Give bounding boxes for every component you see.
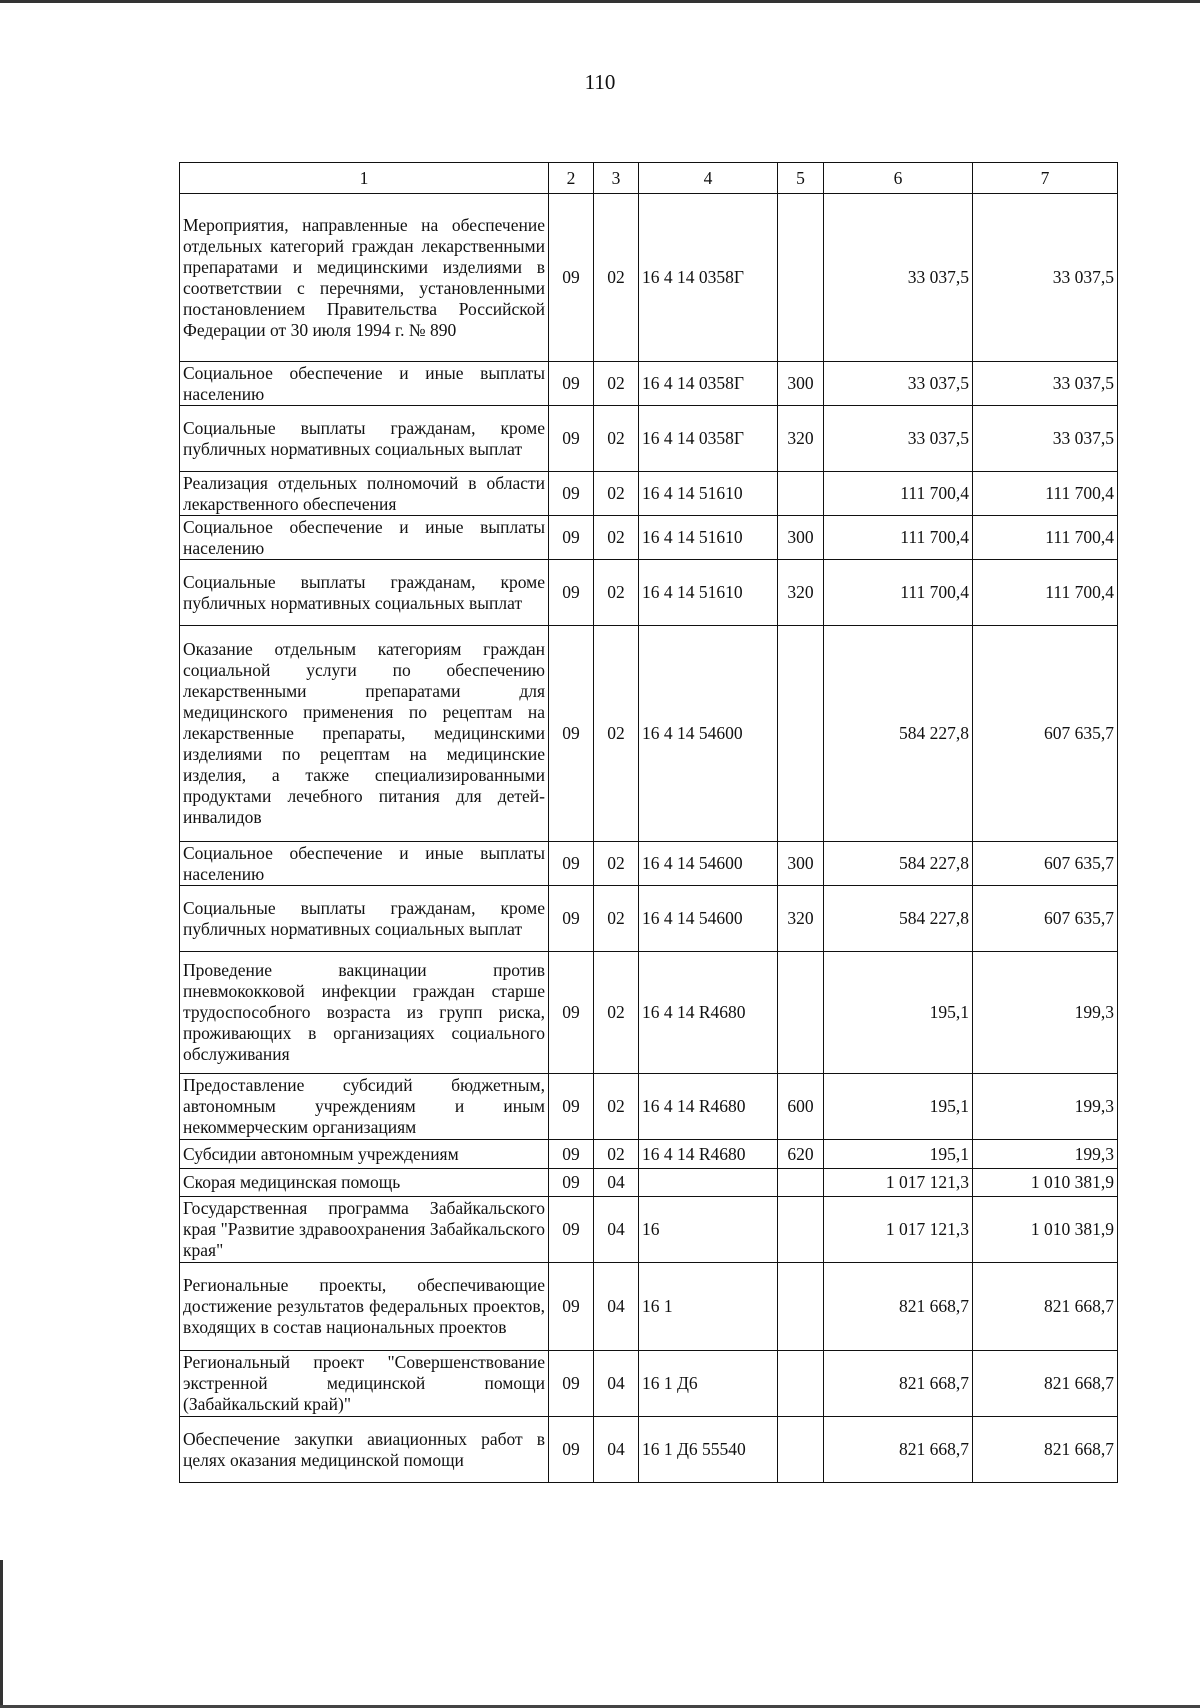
row-target-article: 16 4 14 54600 — [639, 626, 778, 842]
row-target-article: 16 4 14 54600 — [639, 886, 778, 952]
row-expense-type: 320 — [778, 560, 824, 626]
row-amount-year-2: 607 635,7 — [973, 626, 1118, 842]
row-subsection-code: 04 — [594, 1417, 639, 1483]
header-cell: 6 — [824, 163, 973, 194]
table-row — [180, 1074, 1118, 1140]
row-amount-year-2: 111 700,4 — [973, 472, 1118, 516]
row-expense-type: 320 — [778, 406, 824, 472]
table-row — [180, 886, 1118, 952]
row-amount-year-2: 821 668,7 — [973, 1263, 1118, 1351]
row-expense-type: 300 — [778, 842, 824, 886]
row-section-code: 09 — [549, 1263, 594, 1351]
row-name: Предоставление субсидий бюджетным, автономным учреждениям и иным некоммерческим организациям — [180, 1074, 549, 1140]
row-target-article: 16 4 14 0358Г — [639, 406, 778, 472]
row-subsection-code: 02 — [594, 362, 639, 406]
row-amount-year-2: 199,3 — [973, 952, 1118, 1074]
row-section-code: 09 — [549, 362, 594, 406]
row-amount-year-2: 199,3 — [973, 1140, 1118, 1169]
row-subsection-code: 04 — [594, 1197, 639, 1263]
row-subsection-code: 02 — [594, 952, 639, 1074]
table-row — [180, 1417, 1118, 1483]
row-expense-type — [778, 626, 824, 842]
row-expense-type — [778, 1197, 824, 1263]
table-row — [180, 1351, 1118, 1417]
row-amount-year-2: 33 037,5 — [973, 194, 1118, 362]
row-target-article: 16 4 14 51610 — [639, 472, 778, 516]
row-expense-type — [778, 1263, 824, 1351]
page-number: 110 — [584, 70, 616, 94]
row-amount-year-1: 584 227,8 — [824, 842, 973, 886]
row-name: Мероприятия, направленные на обеспечение отдельных категорий граждан лекарственными препаратами и медицинскими изделиями в соответствии с перечнями, установленными постановлением Правительства Российской Федерации от 30 июля 1994 г. № 890 — [180, 194, 549, 362]
row-expense-type: 320 — [778, 886, 824, 952]
header-cell: 2 — [549, 163, 594, 194]
table-row — [180, 560, 1118, 626]
row-subsection-code: 02 — [594, 194, 639, 362]
row-amount-year-2: 607 635,7 — [973, 842, 1118, 886]
row-target-article: 16 4 14 0358Г — [639, 362, 778, 406]
row-name: Государственная программа Забайкальского края "Развитие здравоохранения Забайкальского края" — [180, 1197, 549, 1263]
table-row — [180, 952, 1118, 1074]
row-subsection-code: 04 — [594, 1351, 639, 1417]
row-amount-year-1: 821 668,7 — [824, 1351, 973, 1417]
table-row — [180, 1169, 1118, 1197]
row-amount-year-2: 1 010 381,9 — [973, 1169, 1118, 1197]
row-amount-year-2: 199,3 — [973, 1074, 1118, 1140]
row-amount-year-1: 821 668,7 — [824, 1417, 973, 1483]
row-subsection-code: 02 — [594, 626, 639, 842]
table-row — [180, 516, 1118, 560]
row-name: Региональный проект "Совершенствование экстренной медицинской помощи (Забайкальский край)" — [180, 1351, 549, 1417]
row-section-code: 09 — [549, 472, 594, 516]
row-section-code: 09 — [549, 1140, 594, 1169]
header-cell: 1 — [180, 163, 549, 194]
header-cell: 4 — [639, 163, 778, 194]
row-expense-type — [778, 1169, 824, 1197]
header-cell: 7 — [973, 163, 1118, 194]
header-row — [180, 163, 1118, 194]
row-amount-year-1: 195,1 — [824, 1074, 973, 1140]
row-amount-year-1: 584 227,8 — [824, 886, 973, 952]
scan-edge-left — [0, 1560, 3, 1708]
row-name: Оказание отдельным категориям граждан социальной услуги по обеспечению лекарственными препаратами для медицинского применения по рецептам на лекарственные препараты, медицинскими изделиями по рецептам на медицинские изделия, а также специализированными продуктами лечебного питания для детей-инвалидов — [180, 626, 549, 842]
row-amount-year-2: 821 668,7 — [973, 1351, 1118, 1417]
row-amount-year-1: 821 668,7 — [824, 1263, 973, 1351]
row-expense-type — [778, 952, 824, 1074]
row-amount-year-1: 111 700,4 — [824, 516, 973, 560]
table-row — [180, 406, 1118, 472]
row-amount-year-2: 33 037,5 — [973, 406, 1118, 472]
table-row — [180, 1140, 1118, 1169]
row-subsection-code: 02 — [594, 886, 639, 952]
row-target-article: 16 4 14 0358Г — [639, 194, 778, 362]
row-expense-type: 600 — [778, 1074, 824, 1140]
budget-table — [179, 162, 1118, 1483]
row-target-article: 16 1 — [639, 1263, 778, 1351]
row-name: Региональные проекты, обеспечивающие достижение результатов федеральных проектов, входящих в состав национальных проектов — [180, 1263, 549, 1351]
row-section-code: 09 — [549, 194, 594, 362]
row-amount-year-1: 33 037,5 — [824, 362, 973, 406]
row-subsection-code: 02 — [594, 842, 639, 886]
row-amount-year-2: 111 700,4 — [973, 516, 1118, 560]
row-amount-year-2: 111 700,4 — [973, 560, 1118, 626]
scan-edge-top — [0, 0, 1200, 3]
row-section-code: 09 — [549, 406, 594, 472]
row-section-code: 09 — [549, 886, 594, 952]
row-section-code: 09 — [549, 1197, 594, 1263]
table-body — [180, 194, 1118, 1483]
row-section-code: 09 — [549, 1169, 594, 1197]
row-subsection-code: 02 — [594, 516, 639, 560]
row-amount-year-1: 584 227,8 — [824, 626, 973, 842]
row-expense-type: 620 — [778, 1140, 824, 1169]
row-subsection-code: 04 — [594, 1169, 639, 1197]
table-row — [180, 626, 1118, 842]
row-target-article: 16 1 Д6 55540 — [639, 1417, 778, 1483]
row-name: Социальные выплаты гражданам, кроме публичных нормативных социальных выплат — [180, 886, 549, 952]
row-amount-year-1: 33 037,5 — [824, 406, 973, 472]
row-name: Социальные выплаты гражданам, кроме публичных нормативных социальных выплат — [180, 560, 549, 626]
row-subsection-code: 02 — [594, 1140, 639, 1169]
table-row — [180, 362, 1118, 406]
row-name: Субсидии автономным учреждениям — [180, 1140, 549, 1169]
table-row — [180, 1263, 1118, 1351]
row-name: Проведение вакцинации против пневмококковой инфекции граждан старше трудоспособного возраста из групп риска, проживающих в организациях социального обслуживания — [180, 952, 549, 1074]
row-name: Социальное обеспечение и иные выплаты населению — [180, 362, 549, 406]
row-expense-type — [778, 194, 824, 362]
row-expense-type: 300 — [778, 516, 824, 560]
row-name: Обеспечение закупки авиационных работ в целях оказания медицинской помощи — [180, 1417, 549, 1483]
table-row — [180, 472, 1118, 516]
row-name: Скорая медицинская помощь — [180, 1169, 549, 1197]
row-amount-year-1: 1 017 121,3 — [824, 1169, 973, 1197]
row-expense-type — [778, 1417, 824, 1483]
table-row — [180, 1197, 1118, 1263]
row-name: Реализация отдельных полномочий в области лекарственного обеспечения — [180, 472, 549, 516]
row-section-code: 09 — [549, 516, 594, 560]
row-subsection-code: 02 — [594, 406, 639, 472]
row-amount-year-2: 1 010 381,9 — [973, 1197, 1118, 1263]
row-subsection-code: 02 — [594, 472, 639, 516]
row-section-code: 09 — [549, 952, 594, 1074]
row-amount-year-1: 33 037,5 — [824, 194, 973, 362]
row-section-code: 09 — [549, 560, 594, 626]
row-target-article: 16 1 Д6 — [639, 1351, 778, 1417]
row-amount-year-2: 607 635,7 — [973, 886, 1118, 952]
table-row — [180, 194, 1118, 362]
row-target-article: 16 4 14 54600 — [639, 842, 778, 886]
row-amount-year-2: 33 037,5 — [973, 362, 1118, 406]
row-expense-type — [778, 1351, 824, 1417]
row-amount-year-1: 111 700,4 — [824, 472, 973, 516]
row-expense-type — [778, 472, 824, 516]
row-section-code: 09 — [549, 1351, 594, 1417]
row-section-code: 09 — [549, 1074, 594, 1140]
row-target-article: 16 — [639, 1197, 778, 1263]
row-section-code: 09 — [549, 842, 594, 886]
row-target-article — [639, 1169, 778, 1197]
row-amount-year-1: 111 700,4 — [824, 560, 973, 626]
row-subsection-code: 02 — [594, 1074, 639, 1140]
row-section-code: 09 — [549, 626, 594, 842]
table-header — [180, 163, 1118, 194]
row-target-article: 16 4 14 51610 — [639, 560, 778, 626]
row-target-article: 16 4 14 R4680 — [639, 1074, 778, 1140]
row-name: Социальное обеспечение и иные выплаты населению — [180, 516, 549, 560]
row-amount-year-1: 195,1 — [824, 952, 973, 1074]
row-target-article: 16 4 14 R4680 — [639, 1140, 778, 1169]
row-expense-type: 300 — [778, 362, 824, 406]
row-subsection-code: 02 — [594, 560, 639, 626]
header-cell: 3 — [594, 163, 639, 194]
row-name: Социальное обеспечение и иные выплаты населению — [180, 842, 549, 886]
table-row — [180, 842, 1118, 886]
row-target-article: 16 4 14 R4680 — [639, 952, 778, 1074]
row-section-code: 09 — [549, 1417, 594, 1483]
row-name: Социальные выплаты гражданам, кроме публичных нормативных социальных выплат — [180, 406, 549, 472]
row-amount-year-2: 821 668,7 — [973, 1417, 1118, 1483]
row-amount-year-1: 195,1 — [824, 1140, 973, 1169]
row-target-article: 16 4 14 51610 — [639, 516, 778, 560]
row-subsection-code: 04 — [594, 1263, 639, 1351]
header-cell: 5 — [778, 163, 824, 194]
row-amount-year-1: 1 017 121,3 — [824, 1197, 973, 1263]
